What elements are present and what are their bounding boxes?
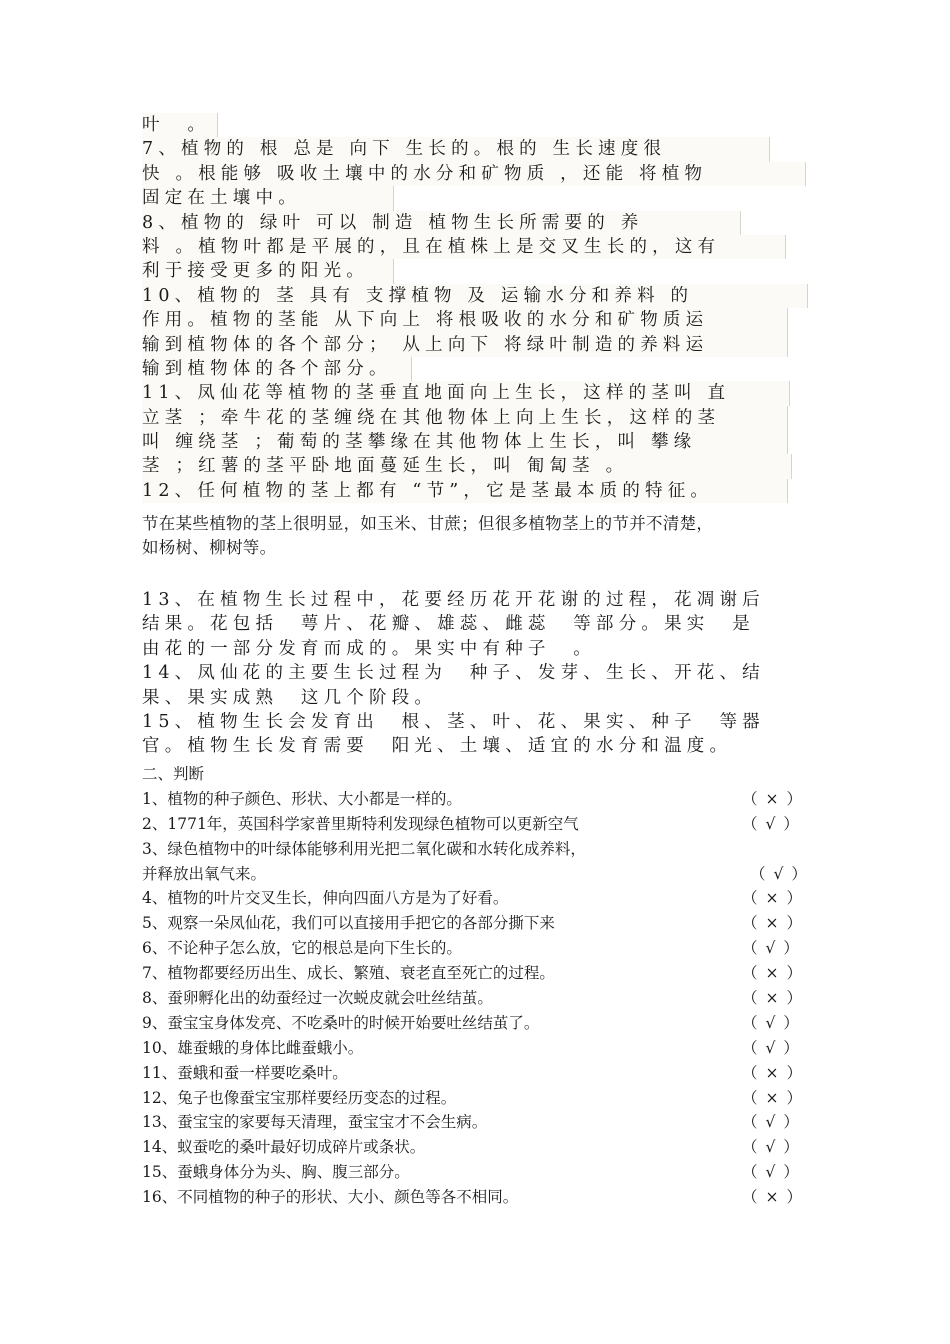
judgment-item (142, 1185, 812, 1210)
section-title: 二、判断 (142, 765, 205, 783)
judgment-item (142, 862, 815, 887)
judgment-mark: （×） (742, 989, 810, 1008)
fill-line: 10、植物的 茎 具有 支撑植物 及 运输水分和养料 的 (142, 284, 808, 308)
judgment-item (142, 787, 812, 812)
judgment-mark: （×） (742, 789, 810, 808)
judgment-mark: （√） (742, 1138, 807, 1157)
judgment-item (142, 911, 812, 936)
judgment-text: 4、植物的叶片交叉生长，伸向四面八方是为了好看。 (142, 889, 509, 908)
judgment-mark: （√） (742, 939, 807, 958)
fill-line: 11、凤仙花等植物的茎垂直地面向上生长，这样的茎叫 直 (142, 381, 790, 405)
question-line: 13、在植物生长过程中，花要经历花开花谢的过程，花凋谢后 (142, 590, 765, 610)
question-line: 由花的一部分发育而成的。果实中有种子 。 (142, 638, 596, 659)
judgment-section (142, 762, 815, 1210)
fill-line: 12、任何植物的茎上都有 “节”，它是茎最本质的特征。 (142, 479, 788, 503)
judgment-mark: （×） (742, 1088, 810, 1107)
judgment-mark: （×） (742, 1063, 810, 1082)
note-paragraph (142, 512, 812, 561)
judgment-text: 12、兔子也像蚕宝宝那样要经历变态的过程。 (142, 1088, 457, 1107)
judgment-text: 1、植物的种子颜色、形状、大小都是一样的。 (142, 789, 462, 808)
questions-13-15 (142, 588, 812, 759)
judgment-text: 16、不同植物的种子的形状、大小、颜色等各不相同。 (142, 1188, 519, 1207)
judgment-item (142, 1110, 812, 1135)
judgment-mark: （√） (750, 864, 815, 883)
judgment-text: 2、1771年，英国科学家普里斯特利发现绿色植物可以更新空气 (142, 814, 579, 833)
judgment-text: 15、蚕蛾身体分为头、胸、腹三部分。 (142, 1163, 410, 1182)
judgment-text: 5、观察一朵凤仙花，我们可以直接用手把它的各部分撕下来 (142, 914, 555, 933)
fill-line: 作用。植物的茎能 从下向上 将根吸收的水分和矿物质运 (142, 308, 788, 332)
judgment-item (142, 886, 812, 911)
fill-line: 快 。根能够 吸收土壤中的水分和矿物质 ，还能 将植物 (142, 162, 806, 186)
judgment-mark: （×） (742, 1188, 810, 1207)
judgment-mark: （√） (742, 1038, 807, 1057)
fill-line: 料 。植物叶都是平展的，且在植株上是交叉生长的，这有 (142, 235, 786, 259)
judgment-mark: （√） (742, 1013, 807, 1032)
judgment-text: 并释放出氧气来。 (142, 864, 267, 883)
judgment-item (142, 1160, 812, 1185)
judgment-mark: （√） (742, 814, 807, 833)
judgment-mark: （×） (742, 964, 810, 983)
fill-line: 输到植物体的各个部分。 (142, 357, 412, 381)
note-line: 节在某些植物的茎上很明显，如玉米、甘蔗；但很多植物茎上的节并不清楚， (142, 514, 714, 533)
question-line: 官。植物生长发育需要 阳光、土壤、适宜的水分和温度。 (142, 736, 733, 757)
question-line: 14、凤仙花的主要生长过程为 种子、发芽、生长、开花、结 (142, 663, 765, 684)
fill-line: 利于接受更多的阳光。 (142, 259, 394, 283)
judgment-item (142, 1036, 812, 1061)
fill-line: 固定在土壤中。 (142, 186, 394, 210)
fill-in-section (142, 113, 804, 503)
fill-line: 8、植物的 绿叶 可以 制造 植物生长所需要的 养 (142, 211, 741, 235)
judgment-text: 6、不论种子怎么放，它的根总是向下生长的。 (142, 939, 462, 958)
question-line: 果、果实成熟 这几个阶段。 (142, 687, 438, 708)
judgment-item (142, 1086, 812, 1111)
judgment-text: 3、绿色植物中的叶绿体能够利用光把二氧化碳和水转化成养料， (142, 839, 586, 858)
judgment-item (142, 936, 812, 961)
fill-line: 立茎 ；牵牛花的茎缠绕在其他物体上向上生长，这样的茎 (142, 406, 788, 430)
judgment-item (142, 1011, 812, 1036)
judgment-mark: （√） (742, 1163, 807, 1182)
fill-line: 输到植物体的各个部分； 从上向下 将绿叶制造的养料运 (142, 333, 788, 357)
question-line: 结果。花包括 萼片、花瓣、雄蕊、雌蕊 等部分。果实 是 (142, 614, 755, 635)
question-line: 15、植物生长会发育出 根、茎、叶、花、果实、种子 等器 (142, 711, 765, 732)
fill-line: 7、植物的 根 总是 向下 生长的。根的 生长速度很 (142, 137, 770, 161)
judgment-text: 13、蚕宝宝的家要每天清理，蚕宝宝才不会生病。 (142, 1113, 488, 1132)
judgment-item (142, 986, 812, 1011)
judgment-item (142, 1061, 812, 1086)
fill-line: 叫 缠绕茎 ；葡萄的茎攀缘在其他物体上生长，叫 攀缘 (142, 430, 788, 454)
judgment-mark: （√） (742, 1113, 807, 1132)
judgment-text: 10、雄蚕蛾的身体比雌蚕蛾小。 (142, 1038, 364, 1057)
judgment-item (142, 837, 812, 862)
judgment-mark: （×） (742, 889, 810, 908)
judgment-item (142, 961, 812, 986)
judgment-mark: （×） (742, 914, 810, 933)
judgment-item (142, 812, 812, 837)
fill-line: 茎 ；红薯的茎平卧地面蔓延生长，叫 匍匐茎 。 (142, 454, 792, 478)
fill-line: 叶 。 (142, 113, 218, 137)
judgment-text: 7、植物都要经历出生、成长、繁殖、衰老直至死亡的过程。 (142, 964, 555, 983)
judgment-item (142, 1135, 812, 1160)
judgment-text: 8、蚕卵孵化出的幼蚕经过一次蜕皮就会吐丝结茧。 (142, 989, 493, 1008)
note-line: 如杨树、柳树等。 (142, 538, 277, 558)
judgment-text: 9、蚕宝宝身体发亮、不吃桑叶的时候开始要吐丝结茧了。 (142, 1013, 540, 1032)
judgment-text: 14、蚁蚕吃的桑叶最好切成碎片或条状。 (142, 1138, 426, 1157)
judgment-text: 11、蚕蛾和蚕一样要吃桑叶。 (142, 1063, 348, 1082)
